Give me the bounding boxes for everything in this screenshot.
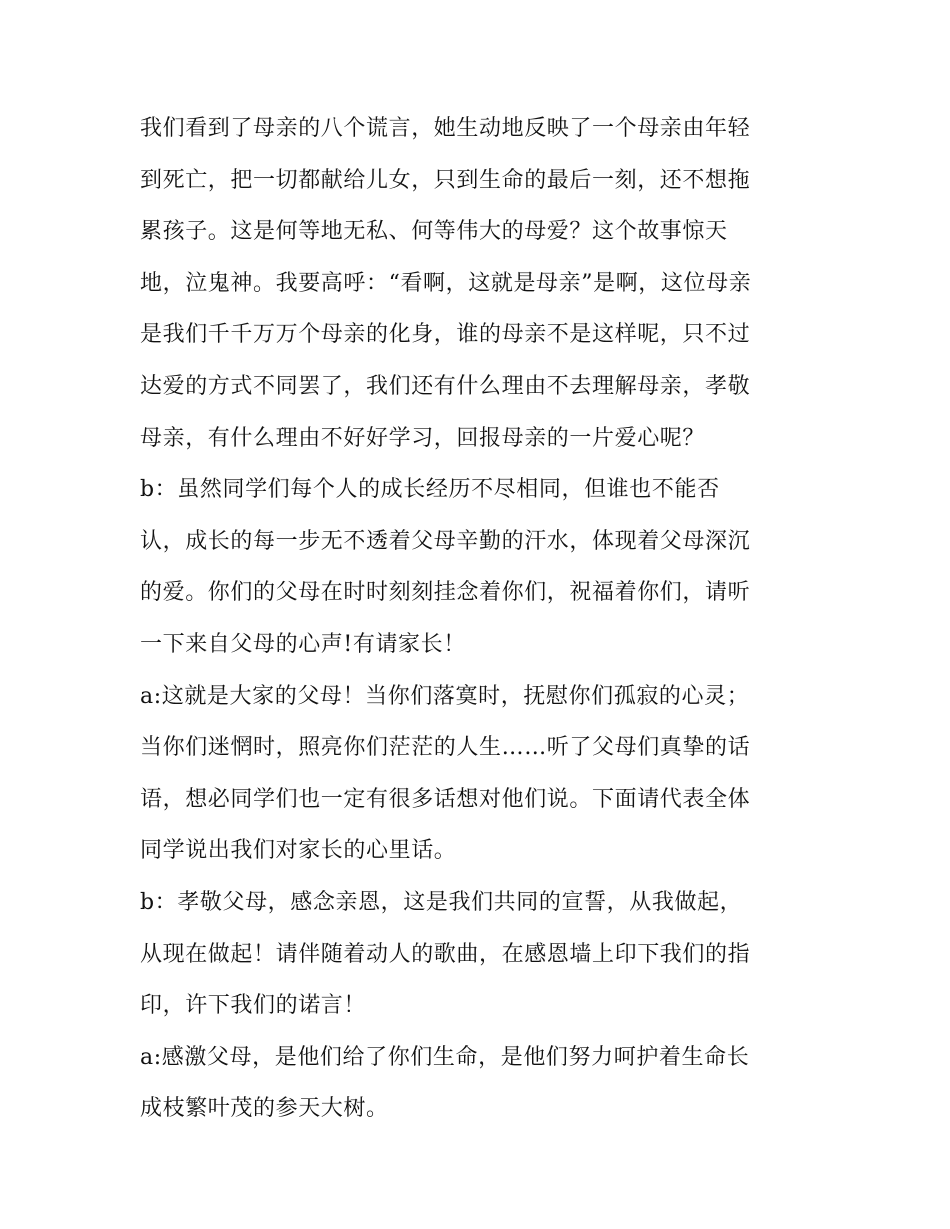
text-line: b：虽然同学们每个人的成长经历不尽相同，但谁也不能否 <box>140 477 720 503</box>
text-line: 到死亡，把一切都献给儿女，只到生命的最后一刻，还不想拖 <box>140 167 751 193</box>
text-line: 的爱。你们的父母在时时刻刻挂念着你们，祝福着你们，请听 <box>140 580 751 606</box>
text-line: 累孩子。这是何等地无私、何等伟大的母爱？这个故事惊天 <box>140 219 728 245</box>
text-line: 母亲，有什么理由不好好学习，回报母亲的一片爱心呢？ <box>140 425 706 451</box>
body-text <box>140 103 830 1135</box>
text-line: 是我们千千万万个母亲的化身，谁的母亲不是这样呢，只不过 <box>140 322 751 348</box>
text-line: 一下来自父母的心声!有请家长！ <box>140 631 466 657</box>
text-line: 我们看到了母亲的八个谎言，她生动地反映了一个母亲由年轻 <box>140 116 751 141</box>
text-line: b：孝敬父母，感念亲恩，这是我们共同的宣誓，从我做起， <box>140 889 743 915</box>
text-line: 当你们迷惘时，照亮你们茫茫的人生……听了父母们真挚的话 <box>140 735 751 761</box>
text-line: 印，许下我们的诺言！ <box>140 993 367 1019</box>
text-line: 成枝繁叶茂的参天大树。 <box>140 1096 389 1122</box>
text-line: 语，想必同学们也一定有很多话想对他们说。下面请代表全体 <box>140 786 751 812</box>
text-line: 从现在做起！请伴随着动人的歌曲，在感恩墙上印下我们的指 <box>140 941 751 967</box>
text-line: 认，成长的每一步无不透着父母辛勤的汗水，体现着父母深沉 <box>140 528 751 554</box>
text-line: a:感激父母，是他们给了你们生命，是他们努力呵护着生命长 <box>140 1044 750 1070</box>
text-line: 同学说出我们对家长的心里话。 <box>140 838 457 864</box>
text-line: a:这就是大家的父母！当你们落寞时，抚慰你们孤寂的心灵； <box>140 683 750 709</box>
text-line: 地，泣鬼神。我要高呼：“看啊，这就是母亲”是啊，这位母亲 <box>140 270 752 296</box>
text-line: 达爱的方式不同罢了，我们还有什么理由不去理解母亲，孝敬 <box>140 373 751 399</box>
